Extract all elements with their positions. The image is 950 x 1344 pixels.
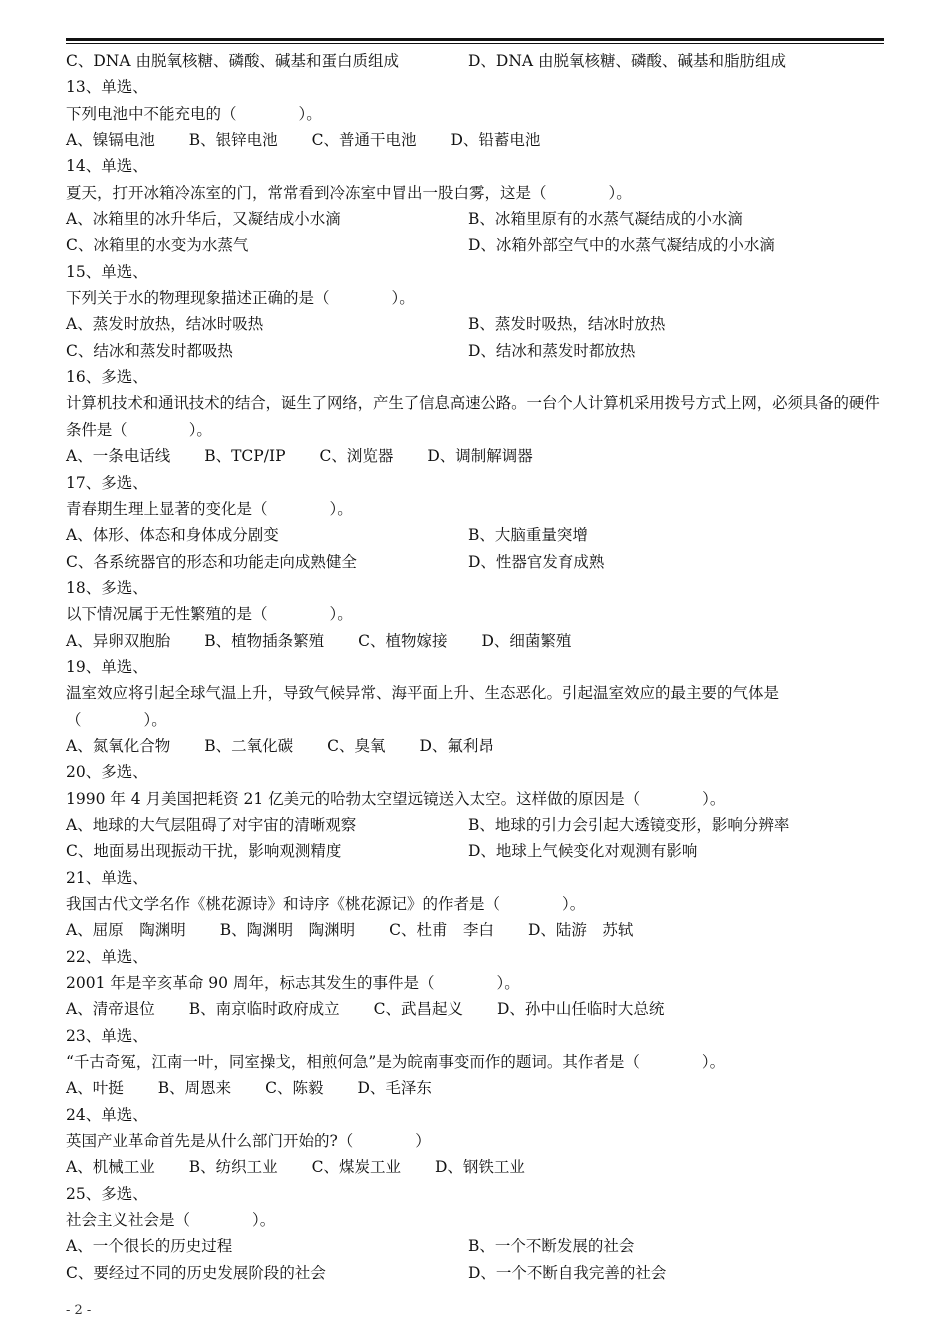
option-row (66, 812, 886, 838)
question-header: 21、单选、 (66, 868, 148, 887)
option-row (66, 522, 886, 548)
option: B、地球的引力会引起大透镜变形，影响分辨率 (468, 815, 790, 834)
option: D、钢铁工业 (434, 1158, 525, 1177)
option: D、细菌繁殖 (481, 631, 572, 650)
option: D、孙中山任临时大总统 (496, 1000, 665, 1019)
option: D、DNA 由脱氧核糖、磷酸、碱基和脂肪组成 (468, 52, 787, 70)
question-header: 18、多选、 (66, 578, 148, 597)
option: C、浏览器 (319, 447, 394, 466)
question-stem: 下列电池中不能充电的（ ）。 (66, 104, 322, 123)
option: B、TCP/IP (204, 447, 286, 466)
question-header: 25、多选、 (66, 1184, 148, 1203)
option: C、冰箱里的水变为水蒸气 (66, 236, 249, 255)
option: A、异卵双胞胎 (66, 631, 171, 650)
question-stem: 下列关于水的物理现象描述正确的是（ ）。 (66, 289, 415, 308)
option-row (66, 206, 886, 232)
option: A、蒸发时放热，结冰时吸热 (66, 315, 264, 334)
header-rule-thick (66, 38, 884, 41)
option: C、煤炭工业 (311, 1158, 401, 1177)
question-stem: 计算机技术和通讯技术的结合，诞生了网络，产生了信息高速公路。一台个人计算机采用拨号方式上网，必须具备的硬件条件是（ ）。 (66, 394, 880, 439)
question-stem: 1990 年 4 月美国把耗资 21 亿美元的哈勃太空望远镜送入太空。这样做的原因是（ ）。 (66, 789, 726, 808)
option-row (66, 628, 886, 654)
option-row (66, 232, 886, 258)
option: B、纺织工业 (188, 1158, 278, 1177)
option: C、武昌起义 (373, 1000, 463, 1019)
option: D、冰箱外部空气中的水蒸气凝结成的小水滴 (468, 236, 775, 255)
option-row (66, 1233, 886, 1259)
option: D、陆游 苏轼 (527, 921, 634, 940)
option-row (66, 311, 886, 337)
option: C、各系统器官的形态和功能走向成熟健全 (66, 552, 357, 571)
option: D、性器官发育成熟 (468, 552, 605, 571)
option: A、叶挺 (66, 1079, 124, 1098)
option: D、调制解调器 (427, 447, 533, 466)
option: D、一个不断自我完善的社会 (468, 1263, 667, 1282)
option-row (66, 1260, 886, 1286)
option-row (66, 48, 886, 74)
option: A、一条电话线 (66, 447, 171, 466)
question-stem: 青春期生理上显著的变化是（ ）。 (66, 499, 353, 518)
option: B、植物插条繁殖 (204, 631, 325, 650)
question-stem: 夏天，打开冰箱冷冻室的门，常常看到冷冻室中冒出一股白雾，这是（ ）。 (66, 183, 632, 202)
question-header: 15、单选、 (66, 262, 148, 281)
option: A、体形、体态和身体成分剧变 (66, 526, 279, 545)
question-stem: 温室效应将引起全球气温上升，导致气候异常、海平面上升、生态恶化。引起温室效应的最主要的气体是（ ）。 (66, 684, 780, 729)
question-header: 20、多选、 (66, 763, 148, 782)
option: A、冰箱里的冰升华后，又凝结成小水滴 (66, 210, 341, 229)
option: C、植物嫁接 (358, 631, 448, 650)
option: B、陶渊明 陶渊明 (219, 921, 356, 940)
option: D、铅蓄电池 (450, 131, 541, 150)
option: A、镍镉电池 (66, 131, 155, 150)
question-header: 16、多选、 (66, 368, 148, 387)
option-row (66, 443, 886, 469)
question-stem: “千古奇冤，江南一叶，同室操戈，相煎何急”是为皖南事变而作的题词。其作者是（ ）。 (66, 1053, 726, 1072)
option: C、普通干电池 (311, 131, 417, 150)
question-header: 22、单选、 (66, 947, 148, 966)
option: B、南京临时政府成立 (188, 1000, 340, 1019)
option: D、氟利昂 (419, 736, 494, 755)
option: B、银锌电池 (188, 131, 278, 150)
option: B、一个不断发展的社会 (468, 1237, 635, 1256)
option-row (66, 1075, 886, 1101)
option: D、地球上气候变化对观测有影响 (468, 842, 698, 861)
option-row (66, 338, 886, 364)
question-header: 14、单选、 (66, 157, 148, 176)
option: C、DNA 由脱氧核糖、磷酸、碱基和蛋白质组成 (66, 52, 399, 70)
option: D、毛泽东 (357, 1079, 432, 1098)
option: A、一个很长的历史过程 (66, 1237, 233, 1256)
option: A、屈原 陶渊明 (66, 921, 186, 940)
option-row (66, 549, 886, 575)
option: B、大脑重量突增 (468, 526, 588, 545)
option-row (66, 1154, 886, 1180)
header-rule-thin (66, 43, 884, 44)
option: C、结冰和蒸发时都吸热 (66, 341, 233, 360)
question-header: 23、单选、 (66, 1026, 148, 1045)
question-stem: 社会主义社会是（ ）。 (66, 1211, 276, 1230)
option: B、周恩来 (157, 1079, 232, 1098)
option: C、地面易出现振动干扰，影响观测精度 (66, 842, 342, 861)
option-row (66, 838, 886, 864)
option: C、臭氧 (327, 736, 386, 755)
option: A、氮氧化合物 (66, 736, 171, 755)
option-row (66, 996, 886, 1022)
document-body (66, 48, 886, 1286)
option: A、清帝退位 (66, 1000, 155, 1019)
option: C、杜甫 李白 (389, 921, 494, 940)
option: C、要经过不同的历史发展阶段的社会 (66, 1263, 326, 1282)
option: B、蒸发时吸热，结冰时放热 (468, 315, 666, 334)
question-header: 13、单选、 (66, 78, 148, 97)
option: A、机械工业 (66, 1158, 155, 1177)
question-stem: 2001 年是辛亥革命 90 周年，标志其发生的事件是（ ）。 (66, 974, 520, 993)
question-stem: 英国产业革命首先是从什么部门开始的?（ ） (66, 1132, 431, 1151)
option: D、结冰和蒸发时都放热 (468, 341, 636, 360)
question-header: 17、多选、 (66, 473, 148, 492)
question-stem: 以下情况属于无性繁殖的是（ ）。 (66, 605, 353, 624)
question-header: 19、单选、 (66, 657, 148, 676)
option: C、陈毅 (265, 1079, 324, 1098)
option: A、地球的大气层阻碍了对宇宙的清晰观察 (66, 815, 357, 834)
option-row (66, 127, 886, 153)
question-header: 24、单选、 (66, 1105, 148, 1124)
option-row (66, 733, 886, 759)
option-row (66, 917, 886, 943)
question-stem: 我国古代文学名作《桃花源诗》和诗序《桃花源记》的作者是（ ）。 (66, 895, 586, 913)
option: B、二氧化碳 (204, 736, 294, 755)
option: B、冰箱里原有的水蒸气凝结成的小水滴 (468, 210, 743, 229)
page-number: - 2 - (66, 1303, 92, 1318)
